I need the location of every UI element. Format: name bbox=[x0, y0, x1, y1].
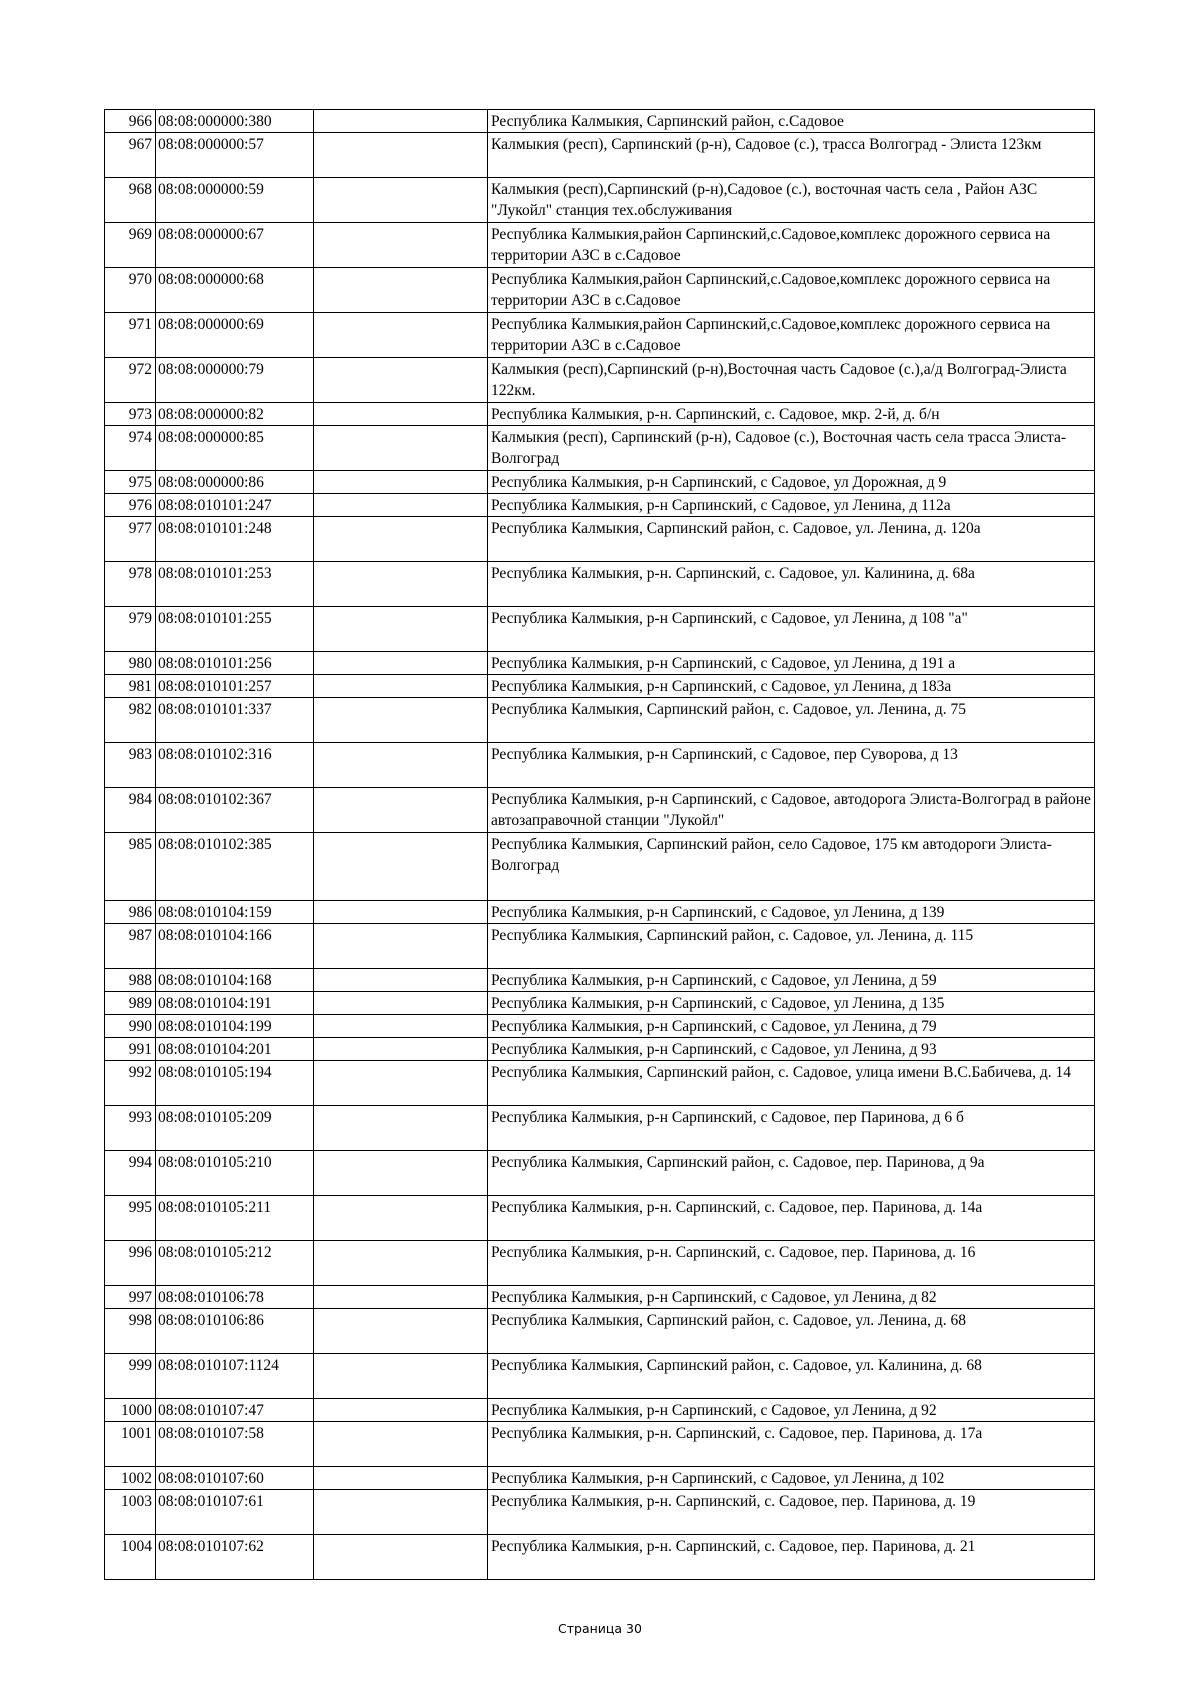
cadastral-number-cell: 08:08:010101:253 bbox=[156, 562, 314, 607]
cadastral-number-cell: 08:08:010107:61 bbox=[156, 1490, 314, 1535]
table-row bbox=[105, 1196, 1095, 1241]
blank-cell bbox=[314, 992, 488, 1015]
table-row bbox=[105, 833, 1095, 901]
table-row bbox=[105, 675, 1095, 698]
row-number-cell: 973 bbox=[105, 403, 156, 426]
cadastral-number-cell: 08:08:010104:159 bbox=[156, 901, 314, 924]
table-row bbox=[105, 178, 1095, 223]
blank-cell bbox=[314, 313, 488, 358]
table-row bbox=[105, 992, 1095, 1015]
address-cell: Республика Калмыкия, р-н Сарпинский, с Садовое, ул Ленина, д 183а bbox=[488, 675, 1095, 698]
blank-cell bbox=[314, 1106, 488, 1151]
address-cell: Республика Калмыкия, р-н Сарпинский, с Садовое, пер Паринова, д 6 б bbox=[488, 1106, 1095, 1151]
cadastral-number-cell: 08:08:010104:168 bbox=[156, 969, 314, 992]
blank-cell bbox=[314, 1399, 488, 1422]
table-row bbox=[105, 969, 1095, 992]
blank-cell bbox=[314, 110, 488, 133]
cadastral-number-cell: 08:08:010104:199 bbox=[156, 1015, 314, 1038]
cadastral-number-cell: 08:08:010101:256 bbox=[156, 652, 314, 675]
address-cell: Республика Калмыкия, р-н. Сарпинский, с. Садовое, пер. Паринова, д. 17а bbox=[488, 1422, 1095, 1467]
cadastral-number-cell: 08:08:010104:166 bbox=[156, 924, 314, 969]
page-footer bbox=[0, 1621, 1200, 1636]
blank-cell bbox=[314, 1422, 488, 1467]
address-cell: Республика Калмыкия, р-н Сарпинский, с Садовое, ул Ленина, д 112а bbox=[488, 494, 1095, 517]
registry-table bbox=[104, 109, 1095, 1580]
blank-cell bbox=[314, 403, 488, 426]
table-row bbox=[105, 1015, 1095, 1038]
row-number-cell: 968 bbox=[105, 178, 156, 223]
cadastral-number-cell: 08:08:000000:59 bbox=[156, 178, 314, 223]
row-number-cell: 1000 bbox=[105, 1399, 156, 1422]
row-number-cell: 974 bbox=[105, 426, 156, 471]
address-cell: Республика Калмыкия, р-н Сарпинский, с Садовое, автодорога Элиста-Волгоград в районе автозаправочной станции "Лукойл" bbox=[488, 788, 1095, 833]
table-row bbox=[105, 133, 1095, 178]
blank-cell bbox=[314, 223, 488, 268]
cadastral-number-cell: 08:08:010101:255 bbox=[156, 607, 314, 652]
address-cell: Республика Калмыкия, р-н. Сарпинский, с. Садовое, пер. Паринова, д. 21 bbox=[488, 1535, 1095, 1580]
blank-cell bbox=[314, 652, 488, 675]
address-cell: Республика Калмыкия,район Сарпинский,с.Садовое,комплекс дорожного сервиса на территории АЗС в с.Садовое bbox=[488, 313, 1095, 358]
table-row bbox=[105, 1151, 1095, 1196]
blank-cell bbox=[314, 788, 488, 833]
row-number-cell: 970 bbox=[105, 268, 156, 313]
address-cell: Республика Калмыкия,район Сарпинский,с.Садовое,комплекс дорожного сервиса на территории АЗС в с.Садовое bbox=[488, 223, 1095, 268]
row-number-cell: 997 bbox=[105, 1286, 156, 1309]
cadastral-number-cell: 08:08:000000:67 bbox=[156, 223, 314, 268]
address-cell: Республика Калмыкия, Сарпинский район, с. Садовое, пер. Паринова, д 9а bbox=[488, 1151, 1095, 1196]
blank-cell bbox=[314, 1061, 488, 1106]
blank-cell bbox=[314, 1241, 488, 1286]
address-cell: Республика Калмыкия, р-н Сарпинский, с Садовое, ул Ленина, д 102 bbox=[488, 1467, 1095, 1490]
cadastral-number-cell: 08:08:010107:58 bbox=[156, 1422, 314, 1467]
blank-cell bbox=[314, 178, 488, 223]
row-number-cell: 1001 bbox=[105, 1422, 156, 1467]
table-row bbox=[105, 698, 1095, 743]
blank-cell bbox=[314, 1354, 488, 1399]
blank-cell bbox=[314, 1038, 488, 1061]
address-cell: Республика Калмыкия, р-н Сарпинский, с Садовое, ул Дорожная, д 9 bbox=[488, 471, 1095, 494]
cadastral-number-cell: 08:08:010105:210 bbox=[156, 1151, 314, 1196]
address-cell: Республика Калмыкия, р-н Сарпинский, с Садовое, ул Ленина, д 139 bbox=[488, 901, 1095, 924]
blank-cell bbox=[314, 1535, 488, 1580]
table-row bbox=[105, 358, 1095, 403]
cadastral-number-cell: 08:08:010106:78 bbox=[156, 1286, 314, 1309]
address-cell: Республика Калмыкия, р-н Сарпинский, с Садовое, пер Суворова, д 13 bbox=[488, 743, 1095, 788]
blank-cell bbox=[314, 833, 488, 901]
table-row bbox=[105, 223, 1095, 268]
cadastral-number-cell: 08:08:000000:85 bbox=[156, 426, 314, 471]
row-number-cell: 975 bbox=[105, 471, 156, 494]
row-number-cell: 972 bbox=[105, 358, 156, 403]
row-number-cell: 985 bbox=[105, 833, 156, 901]
blank-cell bbox=[314, 969, 488, 992]
registry-table-body bbox=[105, 110, 1095, 1580]
address-cell: Республика Калмыкия, р-н. Сарпинский, с. Садовое, мкр. 2-й, д. б/н bbox=[488, 403, 1095, 426]
table-row bbox=[105, 788, 1095, 833]
table-row bbox=[105, 652, 1095, 675]
blank-cell bbox=[314, 607, 488, 652]
cadastral-number-cell: 08:08:010104:201 bbox=[156, 1038, 314, 1061]
blank-cell bbox=[314, 1467, 488, 1490]
cadastral-number-cell: 08:08:000000:79 bbox=[156, 358, 314, 403]
cadastral-number-cell: 08:08:000000:68 bbox=[156, 268, 314, 313]
table-row bbox=[105, 562, 1095, 607]
row-number-cell: 971 bbox=[105, 313, 156, 358]
table-row bbox=[105, 607, 1095, 652]
blank-cell bbox=[314, 924, 488, 969]
address-cell: Республика Калмыкия, р-н Сарпинский, с Садовое, ул Ленина, д 108 "а" bbox=[488, 607, 1095, 652]
row-number-cell: 988 bbox=[105, 969, 156, 992]
address-cell: Республика Калмыкия, р-н. Сарпинский, с. Садовое, пер. Паринова, д. 19 bbox=[488, 1490, 1095, 1535]
row-number-cell: 966 bbox=[105, 110, 156, 133]
row-number-cell: 983 bbox=[105, 743, 156, 788]
row-number-cell: 979 bbox=[105, 607, 156, 652]
blank-cell bbox=[314, 494, 488, 517]
address-cell: Республика Калмыкия, р-н Сарпинский, с Садовое, ул Ленина, д 191 а bbox=[488, 652, 1095, 675]
row-number-cell: 987 bbox=[105, 924, 156, 969]
cadastral-number-cell: 08:08:010107:47 bbox=[156, 1399, 314, 1422]
blank-cell bbox=[314, 1309, 488, 1354]
row-number-cell: 969 bbox=[105, 223, 156, 268]
blank-cell bbox=[314, 358, 488, 403]
address-cell: Республика Калмыкия, Сарпинский район, с. Садовое, улица имени В.С.Бабичева, д. 14 bbox=[488, 1061, 1095, 1106]
cadastral-number-cell: 08:08:010107:62 bbox=[156, 1535, 314, 1580]
row-number-cell: 978 bbox=[105, 562, 156, 607]
table-row bbox=[105, 1241, 1095, 1286]
address-cell: Республика Калмыкия, Сарпинский район, с.Садовое bbox=[488, 110, 1095, 133]
row-number-cell: 990 bbox=[105, 1015, 156, 1038]
page-number-label: Страница 30 bbox=[558, 1621, 642, 1636]
cadastral-number-cell: 08:08:010102:385 bbox=[156, 833, 314, 901]
row-number-cell: 1004 bbox=[105, 1535, 156, 1580]
row-number-cell: 998 bbox=[105, 1309, 156, 1354]
blank-cell bbox=[314, 1196, 488, 1241]
address-cell: Республика Калмыкия, Сарпинский район, с. Садовое, ул. Ленина, д. 115 bbox=[488, 924, 1095, 969]
row-number-cell: 977 bbox=[105, 517, 156, 562]
address-cell: Республика Калмыкия, Сарпинский район, с. Садовое, ул. Ленина, д. 120а bbox=[488, 517, 1095, 562]
address-cell: Калмыкия (респ), Сарпинский (р-н), Садовое (с.), трасса Волгоград - Элиста 123км bbox=[488, 133, 1095, 178]
table-row bbox=[105, 1061, 1095, 1106]
row-number-cell: 992 bbox=[105, 1061, 156, 1106]
table-row bbox=[105, 313, 1095, 358]
cadastral-number-cell: 08:08:010105:212 bbox=[156, 1241, 314, 1286]
blank-cell bbox=[314, 698, 488, 743]
table-row bbox=[105, 517, 1095, 562]
address-cell: Республика Калмыкия, р-н. Сарпинский, с. Садовое, ул. Калинина, д. 68а bbox=[488, 562, 1095, 607]
address-cell: Республика Калмыкия, р-н. Сарпинский, с. Садовое, пер. Паринова, д. 16 bbox=[488, 1241, 1095, 1286]
table-row bbox=[105, 471, 1095, 494]
cadastral-number-cell: 08:08:000000:86 bbox=[156, 471, 314, 494]
table-row bbox=[105, 110, 1095, 133]
blank-cell bbox=[314, 1015, 488, 1038]
table-row bbox=[105, 494, 1095, 517]
row-number-cell: 1002 bbox=[105, 1467, 156, 1490]
row-number-cell: 989 bbox=[105, 992, 156, 1015]
address-cell: Республика Калмыкия, р-н Сарпинский, с Садовое, ул Ленина, д 82 bbox=[488, 1286, 1095, 1309]
table-row bbox=[105, 901, 1095, 924]
address-cell: Республика Калмыкия, р-н. Сарпинский, с. Садовое, пер. Паринова, д. 14а bbox=[488, 1196, 1095, 1241]
table-row bbox=[105, 426, 1095, 471]
blank-cell bbox=[314, 426, 488, 471]
blank-cell bbox=[314, 1151, 488, 1196]
address-cell: Республика Калмыкия,район Сарпинский,с.Садовое,комплекс дорожного сервиса на территории АЗС в с.Садовое bbox=[488, 268, 1095, 313]
table-row bbox=[105, 1467, 1095, 1490]
table-row bbox=[105, 268, 1095, 313]
row-number-cell: 976 bbox=[105, 494, 156, 517]
cadastral-number-cell: 08:08:000000:82 bbox=[156, 403, 314, 426]
address-cell: Республика Калмыкия, р-н Сарпинский, с Садовое, ул Ленина, д 135 bbox=[488, 992, 1095, 1015]
row-number-cell: 1003 bbox=[105, 1490, 156, 1535]
address-cell: Республика Калмыкия, Сарпинский район, с. Садовое, ул. Ленина, д. 75 bbox=[488, 698, 1095, 743]
address-cell: Республика Калмыкия, Сарпинский район, с. Садовое, ул. Калинина, д. 68 bbox=[488, 1354, 1095, 1399]
blank-cell bbox=[314, 1286, 488, 1309]
table-row bbox=[105, 1286, 1095, 1309]
cadastral-number-cell: 08:08:010101:257 bbox=[156, 675, 314, 698]
table-row bbox=[105, 1422, 1095, 1467]
address-cell: Калмыкия (респ), Сарпинский (р-н), Садовое (с.), Восточная часть села трасса Элиста-Волгоград bbox=[488, 426, 1095, 471]
blank-cell bbox=[314, 1490, 488, 1535]
cadastral-number-cell: 08:08:010105:209 bbox=[156, 1106, 314, 1151]
address-cell: Калмыкия (респ),Сарпинский (р-н),Садовое (с.), восточная часть села , Район АЗС "Лукойл" станция тех.обслуживания bbox=[488, 178, 1095, 223]
row-number-cell: 984 bbox=[105, 788, 156, 833]
cadastral-number-cell: 08:08:010104:191 bbox=[156, 992, 314, 1015]
row-number-cell: 980 bbox=[105, 652, 156, 675]
table-row bbox=[105, 1354, 1095, 1399]
row-number-cell: 986 bbox=[105, 901, 156, 924]
cadastral-number-cell: 08:08:010102:367 bbox=[156, 788, 314, 833]
row-number-cell: 981 bbox=[105, 675, 156, 698]
row-number-cell: 994 bbox=[105, 1151, 156, 1196]
blank-cell bbox=[314, 133, 488, 178]
row-number-cell: 991 bbox=[105, 1038, 156, 1061]
blank-cell bbox=[314, 471, 488, 494]
cadastral-number-cell: 08:08:010101:247 bbox=[156, 494, 314, 517]
row-number-cell: 993 bbox=[105, 1106, 156, 1151]
table-row bbox=[105, 1399, 1095, 1422]
address-cell: Республика Калмыкия, Сарпинский район, с. Садовое, ул. Ленина, д. 68 bbox=[488, 1309, 1095, 1354]
row-number-cell: 982 bbox=[105, 698, 156, 743]
cadastral-number-cell: 08:08:010105:211 bbox=[156, 1196, 314, 1241]
table-row bbox=[105, 1106, 1095, 1151]
row-number-cell: 967 bbox=[105, 133, 156, 178]
row-number-cell: 999 bbox=[105, 1354, 156, 1399]
blank-cell bbox=[314, 517, 488, 562]
row-number-cell: 996 bbox=[105, 1241, 156, 1286]
cadastral-number-cell: 08:08:010101:248 bbox=[156, 517, 314, 562]
cadastral-number-cell: 08:08:010102:316 bbox=[156, 743, 314, 788]
cadastral-number-cell: 08:08:010107:1124 bbox=[156, 1354, 314, 1399]
table-row bbox=[105, 403, 1095, 426]
table-row bbox=[105, 743, 1095, 788]
blank-cell bbox=[314, 743, 488, 788]
cadastral-number-cell: 08:08:000000:69 bbox=[156, 313, 314, 358]
cadastral-number-cell: 08:08:010107:60 bbox=[156, 1467, 314, 1490]
cadastral-number-cell: 08:08:000000:380 bbox=[156, 110, 314, 133]
cadastral-number-cell: 08:08:010101:337 bbox=[156, 698, 314, 743]
table-row bbox=[105, 1535, 1095, 1580]
blank-cell bbox=[314, 562, 488, 607]
address-cell: Республика Калмыкия, р-н Сарпинский, с Садовое, ул Ленина, д 93 bbox=[488, 1038, 1095, 1061]
table-row bbox=[105, 1038, 1095, 1061]
address-cell: Калмыкия (респ),Сарпинский (р-н),Восточная часть Садовое (с.),а/д Волгоград-Элиста 122км. bbox=[488, 358, 1095, 403]
table-row bbox=[105, 1490, 1095, 1535]
row-number-cell: 995 bbox=[105, 1196, 156, 1241]
address-cell: Республика Калмыкия, р-н Сарпинский, с Садовое, ул Ленина, д 59 bbox=[488, 969, 1095, 992]
blank-cell bbox=[314, 675, 488, 698]
cadastral-number-cell: 08:08:010106:86 bbox=[156, 1309, 314, 1354]
address-cell: Республика Калмыкия, р-н Сарпинский, с Садовое, ул Ленина, д 79 bbox=[488, 1015, 1095, 1038]
cadastral-number-cell: 08:08:010105:194 bbox=[156, 1061, 314, 1106]
table-row bbox=[105, 924, 1095, 969]
table-row bbox=[105, 1309, 1095, 1354]
blank-cell bbox=[314, 268, 488, 313]
address-cell: Республика Калмыкия, Сарпинский район, село Садовое, 175 км автодороги Элиста-Волгоград bbox=[488, 833, 1095, 901]
cadastral-number-cell: 08:08:000000:57 bbox=[156, 133, 314, 178]
blank-cell bbox=[314, 901, 488, 924]
address-cell: Республика Калмыкия, р-н Сарпинский, с Садовое, ул Ленина, д 92 bbox=[488, 1399, 1095, 1422]
